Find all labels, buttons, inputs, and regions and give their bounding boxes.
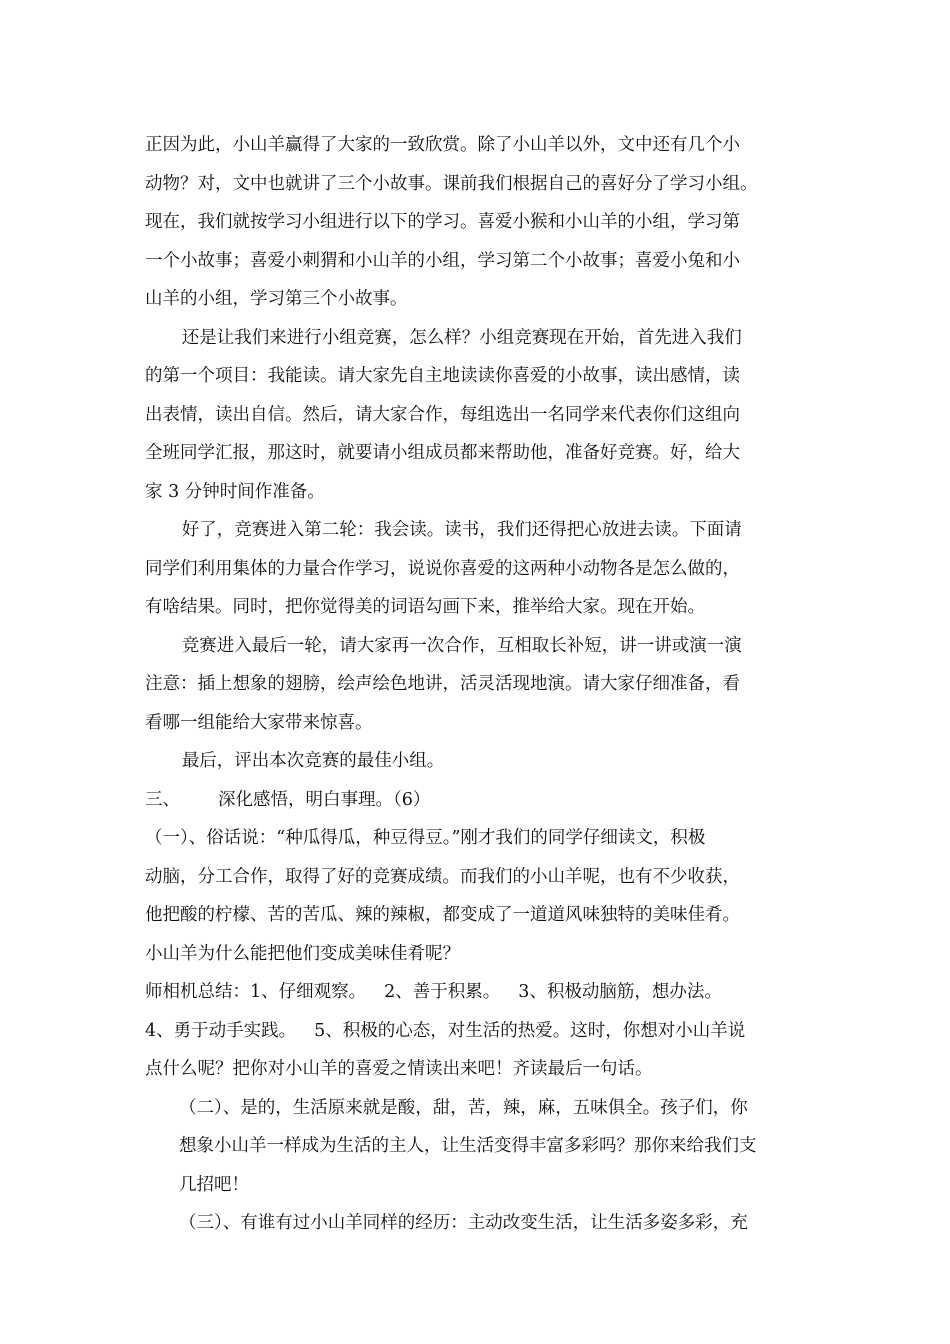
paragraph-best-group <box>145 742 815 781</box>
text-line: 几招吧！ <box>179 1174 249 1195</box>
paragraph-round-two <box>145 511 815 627</box>
text-line: 正因为此，小山羊赢得了大家的一致欣赏。除了小山羊以外，文中还有几个小 <box>145 135 740 155</box>
text-line: 一个小故事；喜爱小刺猬和小山羊的小组，学习第二个小故事；喜爱小兔和小 <box>145 250 740 271</box>
subsection-one <box>145 819 815 973</box>
text-line: （三）、有谁有过小山羊同样的经历：主动改变生活，让生活多姿多彩，充 <box>179 1213 748 1233</box>
text-line: 同学们利用集体的力量合作学习，说说你喜爱的这两种小动物各是怎么做的， <box>145 558 740 579</box>
paragraph-intro <box>145 126 815 319</box>
text-line: 出表情，读出自信。然后，请大家合作，每组选出一名同学来代表你们这组向 <box>145 404 740 425</box>
summary-point: 1、仔细观察。 <box>250 982 367 1002</box>
text-line: 想象小山羊一样成为生活的主人，让生活变得丰富多彩吗？那你来给我们支 <box>179 1136 757 1156</box>
text-line: 现在，我们就按学习小组进行以下的学习。喜爱小猴和小山羊的小组，学习第 <box>145 212 740 232</box>
text-line: 动物？对，文中也就讲了三个小故事。课前我们根据自己的喜好分了学习小组。 <box>145 173 758 194</box>
text-line: 点什么呢？把你对小山羊的喜爱之情读出来吧！齐读最后一句话。 <box>145 1059 653 1079</box>
subsection-three <box>145 1204 815 1243</box>
text-line: （二）、是的，生活原来就是酸，甜，苦，辣，麻，五味俱全。孩子们，你 <box>179 1097 748 1118</box>
text-line: 全班同学汇报，那这时，就要请小组成员都来帮助他，准备好竞赛。好，给大 <box>145 443 740 463</box>
text-line <box>145 1012 815 1051</box>
text-line: 看哪一组能给大家带来惊喜。 <box>145 712 373 733</box>
summary-point: 5、积极的心态，对生活的热爱。这时，你想对小山羊说 <box>314 1020 746 1041</box>
subsection-two <box>145 1089 815 1205</box>
paragraph-final-round <box>145 627 815 743</box>
text-line: 有啥结果。同时，把你觉得美的词语勾画下来，推举给大家。现在开始。 <box>145 597 705 617</box>
summary-label: 师相机总结： <box>145 982 250 1002</box>
summary-point: 2、善于积累。 <box>384 982 501 1002</box>
teacher-summary <box>145 973 815 1089</box>
text-line: 动脑，分工合作，取得了好的竞赛成绩。而我们的小山羊呢，也有不少收获， <box>145 866 740 887</box>
summary-point: 4、勇于动手实践。 <box>145 1020 297 1041</box>
text-line: （一）、俗话说：“种瓜得瓜，种豆得豆。”刚才我们的同学仔细读文，积极 <box>145 828 706 848</box>
text-line: 还是让我们来进行小组竞赛，怎么样？小组竞赛现在开始，首先进入我们 <box>181 327 742 348</box>
document-body <box>145 126 815 1243</box>
text-line: 山羊的小组，学习第三个小故事。 <box>145 289 408 309</box>
section-title: 深化感悟，明白事理。（6） <box>218 789 431 810</box>
section-number: 三、 <box>145 789 180 810</box>
text-line: 家 3 分钟时间作准备。 <box>145 481 325 502</box>
section-heading <box>145 781 815 820</box>
text-line: 竞赛进入最后一轮，请大家再一次合作，互相取长补短，讲一讲或演一演 <box>181 635 742 656</box>
text-line: 的第一个项目：我能读。请大家先自主地读读你喜爱的小故事，读出感情，读 <box>145 366 740 386</box>
text-line: 注意：插上想象的翅膀，绘声绘色地讲，活灵活现地演。请大家仔细准备，看 <box>145 674 740 694</box>
text-line: 好了，竞赛进入第二轮：我会读。读书，我们还得把心放进去读。下面请 <box>181 520 742 540</box>
text-line <box>145 973 815 1012</box>
text-line: 他把酸的柠檬、苦的苦瓜、辣的辣椒，都变成了一道道风味独特的美味佳肴。 <box>145 905 740 925</box>
summary-point: 3、积极动脑筋，想办法。 <box>518 982 722 1002</box>
text-line: 最后，评出本次竞赛的最佳小组。 <box>181 751 445 771</box>
paragraph-group-competition <box>145 319 815 512</box>
text-line: 小山羊为什么能把他们变成美味佳肴呢？ <box>145 943 460 964</box>
